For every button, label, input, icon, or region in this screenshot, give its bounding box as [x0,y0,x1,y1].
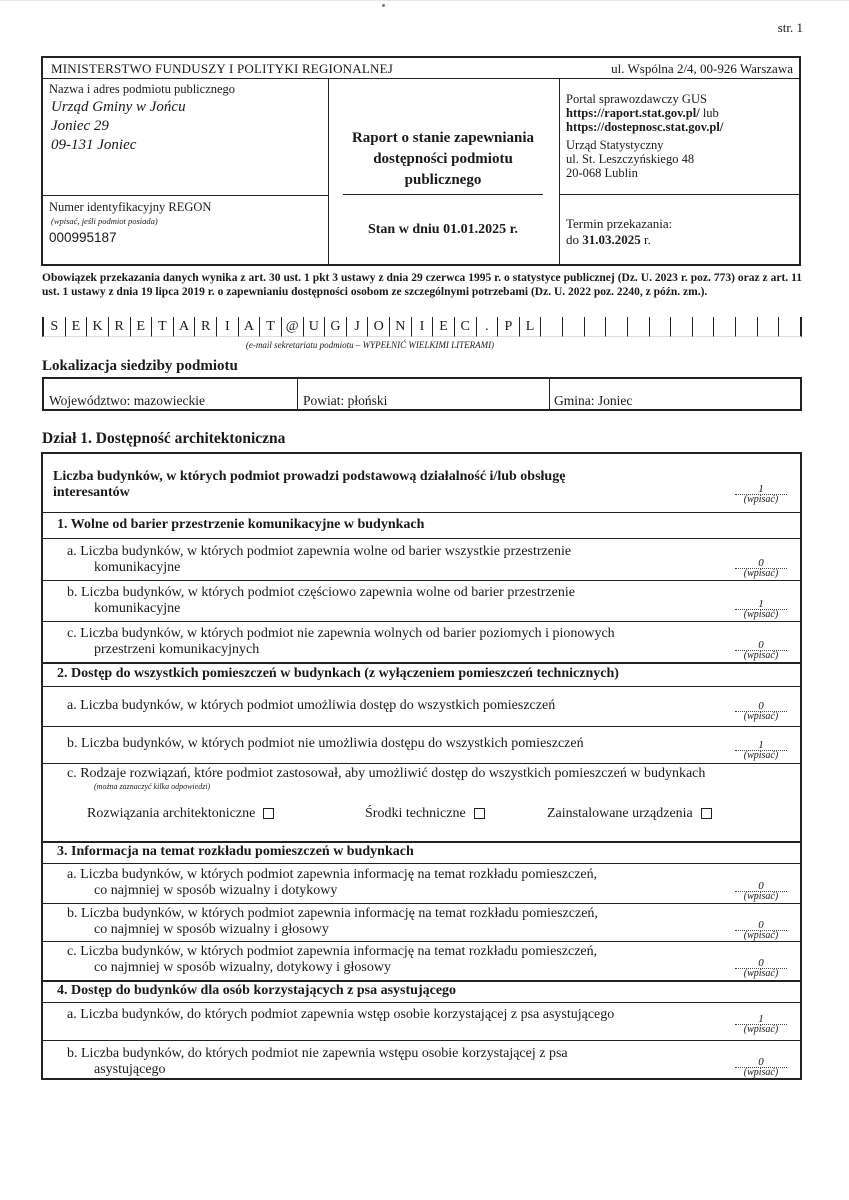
q1c-line: c. Liczba budynków, w których podmiot nie zapewnia wolnych od barier poziomych i pionowych [67,626,615,641]
option-label: Środki techniczne [365,806,466,821]
email-char-box[interactable]: J [346,317,368,337]
question-header [43,980,800,1003]
email-char-box[interactable] [735,317,757,337]
voivodeship[interactable]: Województwo: mazowieckie [49,393,205,408]
q1a-line: a. Liczba budynków, w których podmiot zapewnia wolne od barier wszystkie przestrzenie [67,544,572,559]
section-title: Dział 1. Dostępność architektoniczna [42,430,286,447]
table-row [43,941,800,982]
email-char-box[interactable] [713,317,735,337]
table-row [43,686,800,727]
email-char-box[interactable]: R [194,317,216,337]
q3-title: 3. Informacja na temat rozkładu pomieszczeń w budynkach [57,844,414,859]
q1c-label [67,626,615,658]
regon-note: (wpisać, jeśli podmiot posiada) [51,216,158,226]
page-number: str. 1 [777,20,803,35]
legal-basis: Obowiązek przekazania danych wynika z art. 30 ust. 1 pkt 3 ustawy z dnia 29 czerwca 1995 r. o statystyce publicznej (Dz. U. 2023 r. poz. 773) oraz z art. 11 ust. 1 ustawy z dnia 19 lipca 2019 r. o zapewnianiu dostępności osobom ze szczególnymi potrzebami (Dz. U. 2022 poz. 2240, z późn. zm.). [42,272,802,298]
email-char-box[interactable]: A [238,317,260,337]
q2c-note: (można zaznaczyć kilka odpowiedzi) [94,782,211,791]
report-title-line: dostępności podmiotu [373,151,513,167]
ministry-address: ul. Wspólna 2/4, 00-926 Warszawa [611,61,793,76]
email-char-box[interactable]: L [519,317,541,337]
email-char-box[interactable]: P [497,317,519,337]
fill-note: (wpisać) [743,711,779,722]
scan-dot [382,4,385,7]
header-divider [559,194,799,195]
email-char-box[interactable] [778,317,802,337]
q4a-value[interactable]: 1 [735,1014,787,1025]
email-char-box[interactable]: E [130,317,152,337]
q2b-label: b. Liczba budynków, w których podmiot nie umożliwia dostępu do wszystkich pomieszczeń [67,736,584,751]
q3b-label [67,906,598,938]
q3a-value[interactable]: 0 [735,881,787,892]
entity-postcode: 09-131 Joniec [51,137,137,153]
q1c-value[interactable]: 0 [735,640,787,651]
q3b-line: b. Liczba budynków, w których podmiot zapewnia informację na temat rozkładu pomieszczeń, [67,906,598,921]
q4a-field[interactable] [726,1014,796,1035]
deadline-prefix: do [566,232,583,247]
buildings-total-value[interactable]: 1 [735,484,787,495]
email-char-box[interactable]: I [411,317,433,337]
q1a-line: komunikacyjne [94,560,181,575]
email-char-box[interactable] [649,317,671,337]
q2a-field[interactable] [726,701,796,722]
question-header [43,512,800,539]
buildings-label [53,469,565,501]
header-divider [559,78,560,264]
buildings-label-line: interesantów [53,485,130,500]
fill-note: (wpisać) [743,968,779,979]
q2c-label: c. Rodzaje rozwiązań, które podmiot zastosował, aby umożliwić dostęp do wszystkich pomieszczeń w budynkach [67,766,706,781]
entity-street: Joniec 29 [51,118,109,134]
table-row [43,903,800,942]
fill-note: (wpisać) [743,494,779,505]
q4b-label [67,1046,568,1078]
regon-label: Numer identyfikacyjny REGON [49,200,212,214]
q1b-line: b. Liczba budynków, w których podmiot częściowo zapewnia wolne od barier przestrzenie [67,585,575,600]
entity-address [51,98,186,155]
email-char-box[interactable]: @ [281,317,303,337]
fill-note: (wpisać) [743,609,779,620]
fill-note: (wpisać) [743,891,779,902]
buildings-total[interactable] [726,484,796,505]
office-street: ul. St. Leszczyńskiego 48 [566,152,695,166]
email-char-box[interactable] [605,317,627,337]
fill-note: (wpisać) [743,1024,779,1035]
gus-portal [566,92,723,134]
portal-link-2[interactable]: https://dostepnosc.stat.gov.pl/ [566,120,724,134]
email-char-box[interactable]: U [303,317,325,337]
q1a-value[interactable]: 0 [735,558,787,569]
q1b-value[interactable]: 1 [735,599,787,610]
header-divider [328,78,329,264]
ministry-name: MINISTERSTWO FUNDUSZY I POLITYKI REGIONALNEJ [51,61,393,76]
table-row [43,763,800,843]
q3c-field[interactable] [726,958,796,979]
table-row [43,726,800,764]
q2c-option-1[interactable] [87,806,274,822]
buildings-label-line: Liczba budynków, w których podmiot prowadzi podstawową działalność i/lub obsługę [53,469,566,484]
q2c-option-3[interactable] [547,806,712,822]
q2-title: 2. Dostęp do wszystkich pomieszczeń w budynkach (z wyłączeniem pomieszczeń technicznych) [57,666,619,681]
q1b-label [67,585,575,617]
q2a-value[interactable]: 0 [735,701,787,712]
header-divider [343,194,543,195]
option-label: Zainstalowane urządzenia [547,806,693,821]
email-char-box[interactable] [584,317,606,337]
office-city: 20-068 Lublin [566,166,638,180]
email-char-box[interactable]: . [476,317,498,337]
option-label: Rozwiązania architektoniczne [87,806,256,821]
q1b-line: komunikacyjne [94,601,181,616]
header-divider [43,195,329,196]
table-row [43,863,800,904]
entity-label: Nazwa i adres podmiotu publicznego [49,82,236,96]
q3c-value[interactable]: 0 [735,958,787,969]
email-char-box[interactable]: S [42,317,65,337]
location-box [42,377,802,411]
fill-note: (wpisać) [743,568,779,579]
q3c-line: c. Liczba budynków, w których podmiot zapewnia informację na temat rozkładu pomieszczeń, [67,944,598,959]
email-char-box[interactable] [540,317,562,337]
status-date: Stan w dniu 01.01.2025 r. [367,222,519,237]
q3b-line: co najmniej w sposób wizualny i głosowy [94,922,329,937]
q2a-label: a. Liczba budynków, w których podmiot umożliwia dostęp do wszystkich pomieszczeń [67,698,556,713]
checkbox[interactable] [701,808,712,819]
email-char-box[interactable]: O [367,317,389,337]
report-title [333,128,553,191]
fill-note: (wpisać) [743,650,779,661]
q1a-label [67,544,571,576]
email-char-box[interactable]: T [151,317,173,337]
email-char-box[interactable]: G [324,317,346,337]
table-row [43,1040,800,1080]
q4b-field[interactable] [726,1057,796,1078]
question-header [43,662,800,687]
q3a-field[interactable] [726,881,796,902]
office-name: Urząd Statystyczny [566,138,664,152]
portal-label: Portal sprawozdawczy GUS [566,92,707,106]
q1a-field[interactable] [726,558,796,579]
email-char-box[interactable]: I [216,317,238,337]
email-char-box[interactable] [562,317,584,337]
email-char-box[interactable] [692,317,714,337]
email-char-box[interactable]: T [259,317,281,337]
email-char-box[interactable]: E [432,317,454,337]
deadline-label: Termin przekazania: [566,216,673,231]
email-char-box[interactable]: R [108,317,130,337]
email-field[interactable] [42,317,802,337]
table-row [43,454,800,513]
q3b-value[interactable]: 0 [735,920,787,931]
table-row [43,538,800,581]
q3a-line: co najmniej w sposób wizualny i dotykowy [94,883,338,898]
portal-or: lub [699,106,719,120]
cell-divider [549,379,550,409]
checkbox[interactable] [263,808,274,819]
scan-edge-line [0,0,849,1]
report-title-line: publicznego [404,172,482,188]
email-char-box[interactable]: C [454,317,476,337]
county[interactable]: Powiat: płoński [303,393,388,408]
q4b-value[interactable]: 0 [735,1057,787,1068]
checkbox[interactable] [474,808,485,819]
q2c-option-2[interactable] [365,806,485,822]
q2b-value[interactable]: 1 [735,740,787,751]
email-char-box[interactable] [757,317,779,337]
form-header [41,56,801,266]
q1c-field[interactable] [726,640,796,661]
entity-name: Urząd Gminy w Jońcu [51,99,186,115]
table-row [43,1002,800,1041]
q4a-label: a. Liczba budynków, do których podmiot zapewnia wstęp osobie korzystającej z psa asystującego [67,1007,615,1022]
table-row [43,621,800,664]
portal-link-1[interactable]: https://raport.stat.gov.pl/ [566,106,700,120]
q3b-field[interactable] [726,920,796,941]
fill-note: (wpisać) [743,750,779,761]
q4b-line: asystującego [94,1062,166,1077]
email-char-box[interactable]: A [173,317,195,337]
q1b-field[interactable] [726,599,796,620]
stat-office [566,138,694,180]
q3a-line: a. Liczba budynków, w których podmiot zapewnia informację na temat rozkładu pomieszczeń, [67,867,598,882]
location-title: Lokalizacja siedziby podmiotu [42,358,238,374]
deadline [566,232,651,248]
email-char-box[interactable]: N [389,317,411,337]
email-char-box[interactable] [627,317,649,337]
q1-title: 1. Wolne od barier przestrzenie komunikacyjne w budynkach [57,517,425,532]
email-note: (e-mail sekretariatu podmiotu – WYPEŁNIĆ WIELKIMI LITERAMI) [245,340,495,350]
email-char-box[interactable] [670,317,692,337]
deadline-date: 31.03.2025 [582,232,641,247]
cell-divider [297,379,298,409]
deadline-suffix: r. [640,232,651,247]
q4-title: 4. Dostęp do budynków dla osób korzystających z psa asystującego [57,983,457,998]
q1c-line: przestrzeni komunikacyjnych [94,642,260,657]
report-title-line: Raport o stanie zapewniania [351,130,535,146]
ministry-line [43,58,799,79]
question-header [43,841,800,864]
q3c-line: co najmniej w sposób wizualny, dotykowy i głosowy [94,960,391,975]
commune[interactable]: Gmina: Joniec [554,393,633,408]
accessibility-table [41,452,802,1080]
table-row [43,580,800,622]
q4b-line: b. Liczba budynków, do których podmiot nie zapewnia wstępu osobie korzystającej z psa [67,1046,568,1061]
q3c-label [67,944,597,976]
regon-value[interactable]: 000995187 [49,230,117,245]
q2b-field[interactable] [726,740,796,761]
email-char-box[interactable]: E [65,317,87,337]
email-char-box[interactable]: K [86,317,108,337]
q3a-label [67,867,597,899]
fill-note: (wpisać) [743,1067,779,1078]
fill-note: (wpisać) [743,930,779,941]
